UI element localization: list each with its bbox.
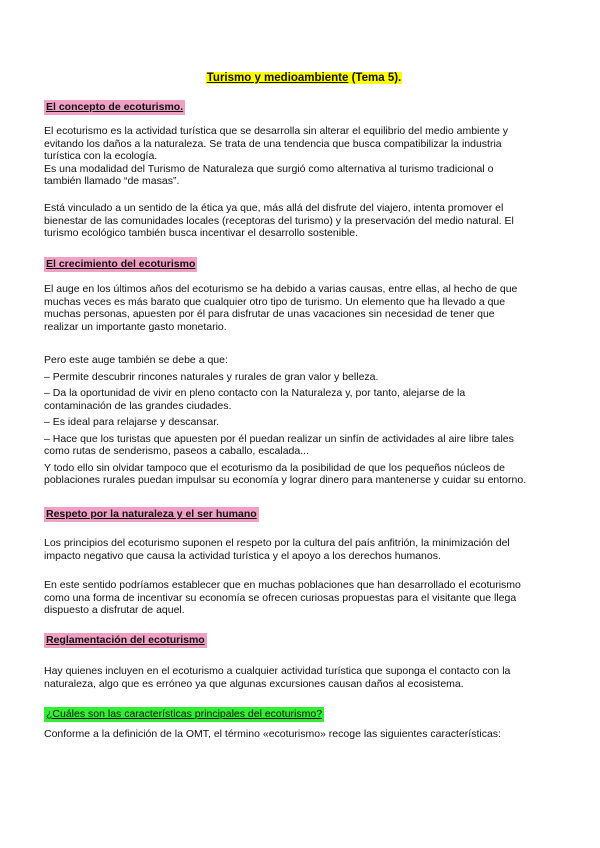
section-heading-concepto: El concepto de ecoturismo. xyxy=(46,101,184,113)
paragraph: Hay quienes incluyen en el ecoturismo a cualquier actividad turística que suponga el contacto con la naturaleza, algo que es erróneo ya que algunas excursiones causan daños al ecosistema. xyxy=(44,665,511,690)
paragraph: El auge en los últimos años del ecoturismo se ha debido a varias causas, entre ellas, al hecho de que muchas veces es más barato que cualquier otro tipo de turismo. Un elemento que ha llevado a que muchas personas, apuesten por él para disfrutar de unas vacaciones sin necesidad de tener que realizar un importante gasto monetario. xyxy=(44,283,518,333)
paragraph: Los principios del ecoturismo suponen el respeto por la cultura del país anfitrión, la minimización del impacto negativo que causa la actividad turística y el apoyo a los derechos humanos. xyxy=(44,537,510,562)
paragraph-list: Pero este auge también se debe a que: – Permite descubrir rincones naturales y rurales de gran valor y belleza. – Da la oportunidad de vivir en pleno contacto con la Naturaleza y, por tanto, alejarse de la contaminación de las grandes ciudades. – Es ideal para relajarse y descansar. – Hace que los turistas que apuesten por él puedan realizar un sinfín de actividades al aire libre tales como rutas de senderismo, paseos a caballo, escalada... Y todo ello sin olvidar tampoco que el ecoturismo da la posibilidad de que los pequeños núcleos de poblaciones rurales puedan impulsar su economía y lograr dinero para mantenerse y cuidar su entorno. xyxy=(44,354,527,486)
section-heading-respeto: Respeto por la naturaleza y el ser humano xyxy=(46,508,257,520)
title-suffix: (Tema 5). xyxy=(348,72,402,84)
document-title xyxy=(44,72,564,84)
title-main: Turismo y medioambiente xyxy=(206,72,349,84)
section-heading-crecimiento: El crecimiento del ecoturismo xyxy=(46,258,196,270)
paragraph: Está vinculado a un sentido de la ética ya que, más allá del disfrute del viajero, intenta promover el bienestar de las comunidades locales (receptoras del turismo) y la preservación del medio natural. El turismo ecológico también busca incentivar el desarrollo sostenible. xyxy=(44,202,514,239)
section-heading-caracteristicas: ¿Cuáles son las características principales del ecoturismo? xyxy=(46,708,323,720)
paragraph: El ecoturismo es la actividad turística que se desarrolla sin alterar el equilibrio del medio ambiente y evitando los daños a la naturaleza. Se trata de una tendencia que busca compatibilizar la industria turística con la ecología. Es una modalidad del Turismo de Naturaleza que surgió como alternativa al turismo tradicional o también llamado “de masas”. xyxy=(44,125,508,187)
section-heading-reglamentacion: Reglamentación del ecoturismo xyxy=(46,634,205,646)
paragraph: En este sentido podríamos establecer que en muchas poblaciones que han desarrollado el ecoturismo como una forma de incentivar su economía se ofrecen curiosas propuestas para el visitante que llega dispuesto a disfrutar de aquel. xyxy=(44,579,521,616)
paragraph: Conforme a la definición de la OMT, el término «ecoturismo» recoge las siguientes características: xyxy=(44,728,501,740)
